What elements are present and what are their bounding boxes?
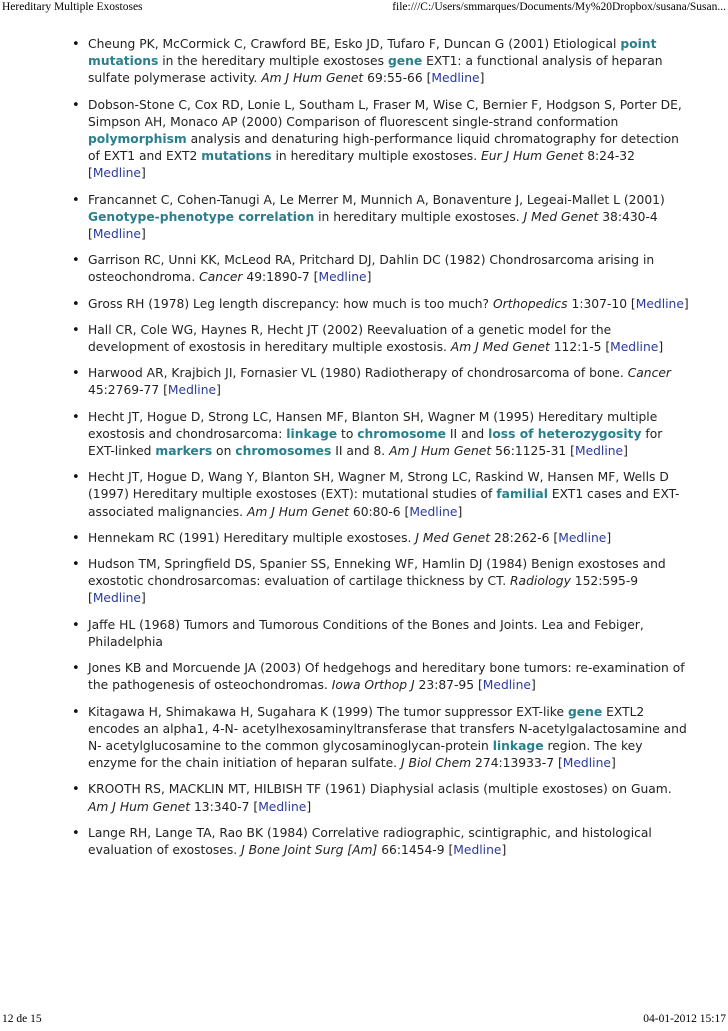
reference-item: [70, 322, 690, 356]
reference-text: ]: [606, 530, 612, 545]
medline-link[interactable]: Medline: [482, 678, 531, 693]
reference-text: EXTL2 encodes an alpha1, 4-N- acetylhexosaminyltransferase that transfers N-acetylgalactosamine and N- acetylglucosamine to the common glycosaminoglycan-protein: [88, 704, 687, 753]
medline-link[interactable]: Medline: [92, 227, 141, 242]
reference-text: Jaffe HL (1968) Tumors and Tumorous Conditions of the Bones and Joints. Lea and Febiger, Philadelphia: [88, 617, 644, 649]
highlighted-term: chromosomes: [235, 444, 332, 459]
reference-text: 69:55-66 [: [363, 71, 432, 86]
reference-text: ]: [457, 504, 463, 519]
reference-text: in the hereditary multiple exostoses: [158, 54, 388, 69]
journal-name: J Biol Chem: [400, 756, 472, 771]
reference-text: Hall CR, Cole WG, Haynes R, Hecht JT (2002) Reevaluation of a genetic model for the development of exostosis in hereditary multiple exostosis.: [88, 322, 612, 355]
medline-link[interactable]: Medline: [610, 340, 659, 355]
reference-text: ]: [141, 591, 146, 606]
medline-link[interactable]: Medline: [92, 591, 141, 606]
reference-text: Jones KB and Morcuende JA (2003) Of hedgehogs and hereditary bone tumors: re-examination of the pathogenesis of osteochondromas.: [88, 661, 685, 693]
journal-name: J Med Genet: [415, 530, 491, 545]
reference-text: 8:24-32 [: [88, 149, 635, 181]
medline-link[interactable]: Medline: [558, 530, 607, 545]
journal-name: J Bone Joint Surg [Am]: [241, 842, 378, 857]
page-url: file:///C:/Users/smmarques/Documents/My%20Dropbox/susana/Susan...: [392, 1, 726, 13]
journal-name: Am J Hum Genet: [389, 444, 492, 459]
journal-name: Radiology: [510, 574, 571, 589]
medline-link[interactable]: Medline: [635, 296, 684, 311]
reference-text: on: [212, 444, 236, 459]
journal-name: Am J Hum Genet: [261, 71, 364, 86]
highlighted-term: loss of heterozygosity: [488, 426, 642, 441]
medline-link[interactable]: Medline: [453, 842, 502, 857]
reference-text: ]: [366, 270, 372, 285]
medline-link[interactable]: Medline: [167, 383, 217, 398]
medline-link[interactable]: Medline: [92, 166, 141, 181]
reference-item: [70, 36, 690, 88]
reference-text: 60:80-6 [: [348, 504, 410, 519]
medline-link[interactable]: Medline: [258, 799, 307, 814]
reference-text: ]: [501, 842, 507, 857]
reference-text: Cheung PK, McCormick C, Crawford BE, Esko JD, Tufaro F, Duncan G (2001) Etiological: [88, 37, 621, 51]
reference-text: Hudson TM, Springfield DS, Spanier SS, Enneking WF, Hamlin DJ (1984) Benign exostoses and exostotic chondrosarcomas: evaluation of cartilage thickness by CT.: [88, 557, 666, 589]
reference-item: [70, 97, 690, 183]
highlighted-term: chromosome: [357, 426, 447, 441]
highlighted-term: gene: [387, 54, 423, 69]
print-datetime: 04-01-2012 15:17: [643, 1013, 726, 1025]
journal-name: J Med Genet: [523, 209, 599, 224]
reference-text: 112:1-5 [: [549, 340, 611, 355]
medline-link[interactable]: Medline: [562, 756, 611, 771]
reference-item: [70, 296, 690, 313]
highlighted-term: markers: [155, 444, 213, 459]
medline-link[interactable]: Medline: [574, 444, 624, 459]
reference-text: Hennekam RC (1991) Hereditary multiple exostoses.: [88, 530, 416, 545]
reference-text: ]: [141, 166, 146, 181]
highlighted-term: linkage: [492, 738, 544, 753]
highlighted-term: mutations: [201, 149, 272, 164]
reference-text: KROOTH RS, MACKLIN MT, HILBISH TF (1961) Diaphysial aclasis (multiple exostoses) on Guam.: [88, 782, 672, 797]
journal-name: Am J Med Genet: [450, 340, 550, 355]
reference-text: ]: [216, 383, 221, 398]
journal-name: Iowa Orthop J: [331, 678, 415, 693]
print-header: [0, 0, 728, 16]
reference-text: Dobson-Stone C, Cox RD, Lonie L, Southam L, Fraser M, Wise C, Bernier F, Hodgson S, Porter DE, Simpson AH, Monaco AP (2000) Comparison of fluorescent single-strand conformation: [88, 97, 682, 129]
reference-text: ]: [683, 296, 689, 311]
highlighted-term: linkage: [286, 426, 338, 441]
journal-name: Cancer: [627, 366, 671, 381]
reference-text: Kitagawa H, Shimakawa H, Sugahara K (1999) The tumor suppressor EXT-like: [88, 704, 568, 719]
medline-link[interactable]: Medline: [431, 71, 480, 86]
reference-text: region. The key enzyme for the chain initiation of heparan sulfate.: [88, 738, 643, 771]
reference-item: [70, 365, 690, 399]
page-number: 12 de 15: [2, 1013, 42, 1025]
reference-text: Francannet C, Cohen-Tanugi A, Le Merrer M, Munnich A, Bonaventure J, Legeai-Mallet L (2001): [88, 192, 665, 207]
reference-item: [70, 660, 690, 694]
reference-text: in hereditary multiple exostoses.: [271, 149, 482, 164]
medline-link[interactable]: Medline: [318, 270, 367, 285]
reference-text: 274:13933-7 [: [471, 756, 563, 771]
reference-text: 23:87-95 [: [414, 678, 483, 693]
reference-text: ]: [610, 756, 616, 771]
page-title: Hereditary Multiple Exostoses: [2, 1, 143, 13]
reference-text: 49:1890-7 [: [242, 270, 319, 285]
medline-link[interactable]: Medline: [409, 504, 458, 519]
reference-text: for EXT-linked: [88, 426, 663, 459]
reference-text: analysis and denaturing high-performance liquid chromatography for detection of EXT1 and EXT2: [88, 132, 679, 164]
journal-name: Am J Hum Genet: [88, 799, 191, 814]
reference-text: Hecht JT, Hogue D, Wang Y, Blanton SH, Wagner M, Strong LC, Raskind W, Hansen MF, Wells D (1997) Hereditary multiple exostoses (EXT): mutational studies of: [88, 470, 669, 502]
reference-text: II and: [446, 426, 489, 441]
reference-item: [70, 252, 690, 286]
reference-text: 1:307-10 [: [567, 296, 636, 311]
reference-item: [70, 530, 690, 547]
reference-text: Gross RH (1978) Leg length discrepancy: how much is too much?: [88, 296, 493, 311]
print-footer: [0, 1013, 728, 1029]
reference-text: Hecht JT, Hogue D, Strong LC, Hansen MF, Blanton SH, Wagner M (1995) Hereditary multiple exostosis and chondrosarcoma:: [88, 409, 658, 441]
reference-text: ]: [530, 678, 536, 693]
reference-text: 66:1454-9 [: [377, 842, 454, 857]
highlighted-term: Genotype-phenotype correlation: [88, 209, 315, 224]
journal-name: Eur J Hum Genet: [481, 149, 584, 164]
reference-text: 45:2769-77 [: [88, 383, 168, 398]
journal-name: Orthopedics: [492, 296, 568, 311]
reference-text: 56:1125-31 [: [491, 444, 575, 459]
reference-text: to: [337, 426, 358, 441]
reference-text: Garrison RC, Unni KK, McLeod RA, Pritchard DJ, Dahlin DC (1982) Chondrosarcoma arising in osteochondroma.: [88, 253, 655, 285]
reference-item: [70, 192, 690, 244]
reference-item: [70, 617, 690, 651]
reference-item: [70, 781, 690, 815]
reference-text: ]: [479, 71, 485, 86]
reference-text: EXT1 cases and EXT-associated malignancies.: [88, 487, 680, 519]
reference-item: [70, 556, 690, 608]
reference-text: Harwood AR, Krajbich JI, Fornasier VL (1980) Radiotherapy of chondrosarcoma of bone.: [88, 366, 628, 381]
reference-text: 13:340-7 [: [190, 799, 259, 814]
reference-item: [70, 704, 690, 773]
reference-text: 152:595-9 [: [88, 574, 639, 606]
reference-text: ]: [623, 444, 628, 459]
highlighted-term: familial: [496, 487, 548, 502]
reference-text: 38:430-4 [: [88, 209, 658, 242]
reference-text: ]: [141, 227, 146, 242]
highlighted-term: gene: [567, 704, 603, 719]
reference-item: [70, 825, 690, 859]
reference-list: [70, 36, 690, 868]
reference-text: Lange RH, Lange TA, Rao BK (1984) Correlative radiographic, scintigraphic, and histological evaluation of exostoses.: [88, 825, 652, 857]
reference-item: [70, 469, 690, 521]
highlighted-term: polymorphism: [88, 132, 187, 147]
journal-name: Cancer: [199, 270, 243, 285]
reference-text: in hereditary multiple exostoses.: [314, 209, 524, 224]
reference-text: II and 8.: [331, 444, 390, 459]
reference-text: EXT1: a functional analysis of heparan sulfate polymerase activity.: [88, 54, 663, 86]
reference-item: [70, 409, 690, 461]
highlighted-term: point mutations: [88, 37, 657, 69]
reference-text: ]: [306, 799, 312, 814]
reference-text: ]: [658, 340, 664, 355]
journal-name: Am J Hum Genet: [246, 504, 349, 519]
reference-text: 28:262-6 [: [490, 530, 559, 545]
